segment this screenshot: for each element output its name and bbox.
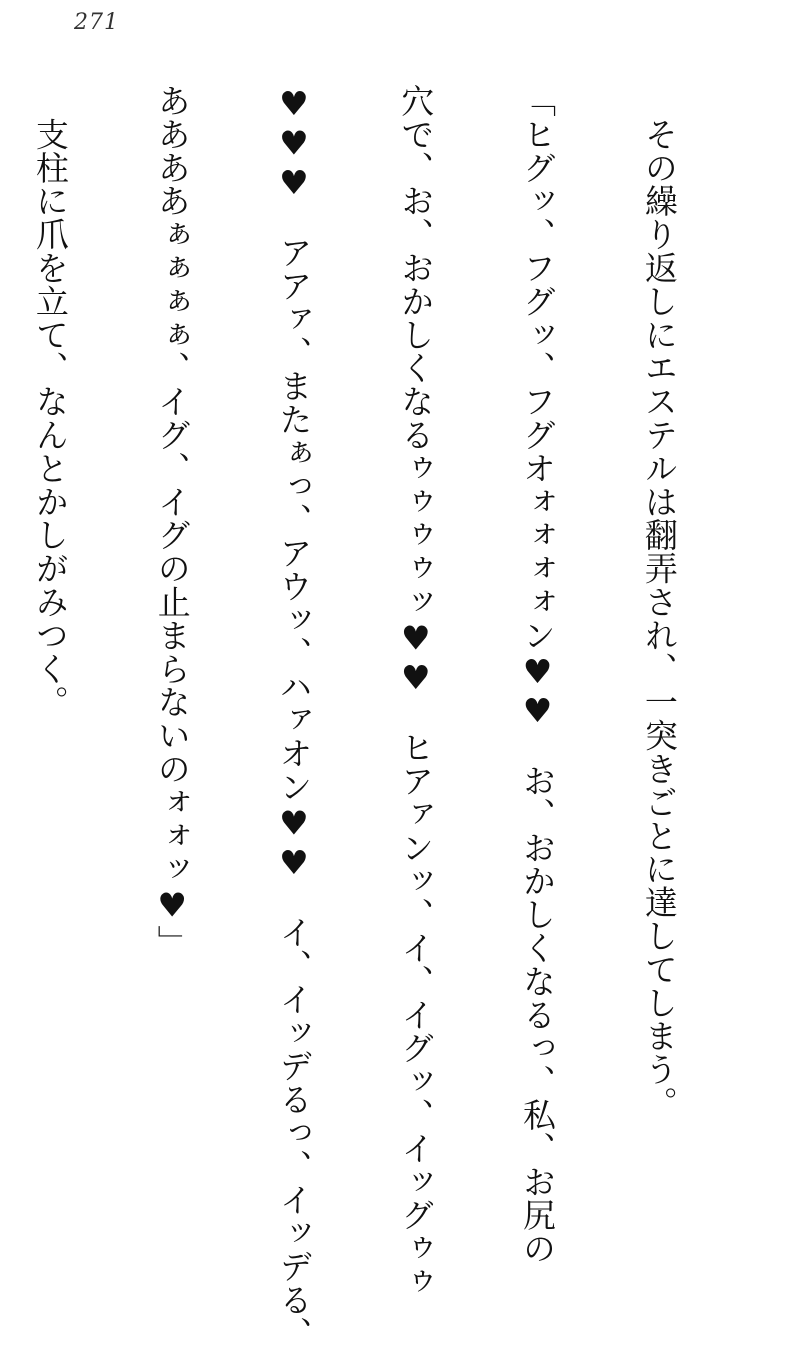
page-number: 271 [74,10,119,35]
text-line: 穴で、お、おかしくなるゥゥゥゥッ♥♥ ヒアァンッ、イ、イグッ、イッグゥゥ [396,84,436,1299]
text-line: ♥♥♥ アアァ、またぁっ、アウッ、ハァオン♥♥ イ、イッデるっ、イッデる、 [274,84,314,1350]
text-line: 支柱に爪を立て、なんとかしがみつく。 [30,84,70,719]
body-text [30,84,760,1350]
text-line: その繰り返しにエステルは翻弄され、一突きごとに達してしまう。 [639,84,679,1120]
text-line: 「ヒグッ、フグッ、フグオォォォォン♥♥ お、おかしくなるっ、私、お尻の [518,84,558,1265]
text-line: ああああぁぁぁぁ、イグ、イグの止まらないのォォッ♥」 [152,84,192,959]
